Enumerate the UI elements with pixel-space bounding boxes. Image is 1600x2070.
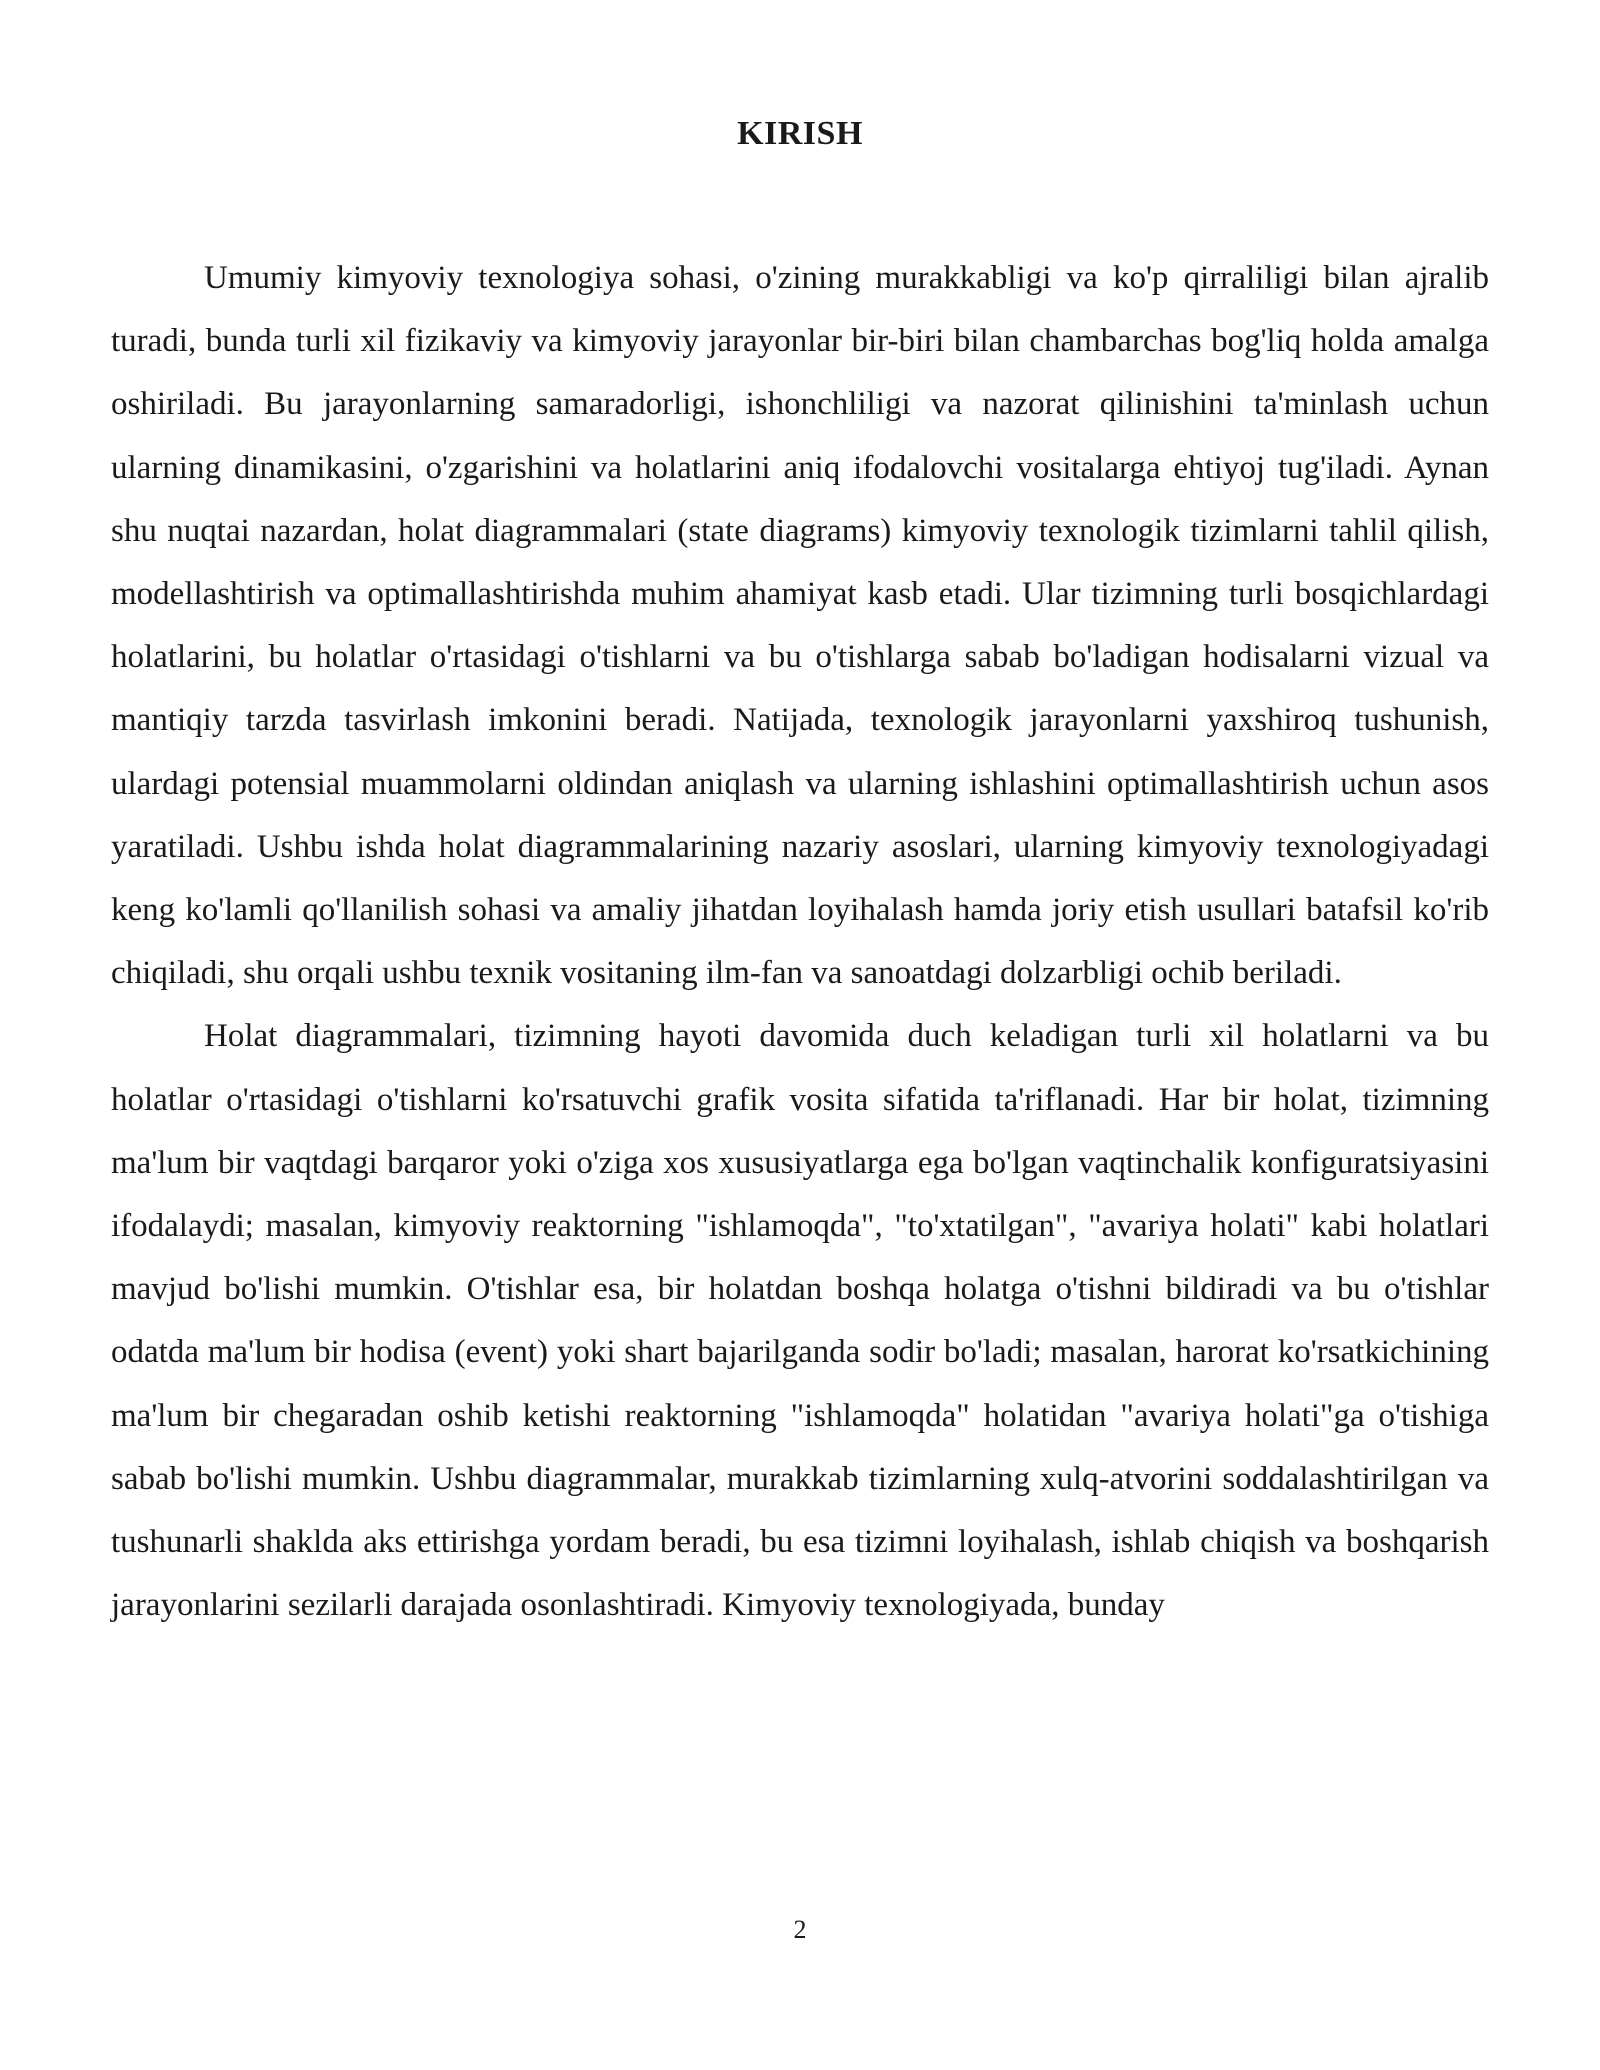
paragraph-state-diagrams: Holat diagrammalari, tizimning hayoti davomida duch keladigan turli xil holatlarni va bu holatlar o'rtasidagi o'tishlarni ko'rsatuvchi grafik vosita sifatida ta'riflanadi. Har bir holat, tizimning ma'lum bir vaqtdagi barqaror yoki o'ziga xos xususiyatlarga ega bo'lgan vaqtinchalik konfiguratsiyasini ifodalaydi; masalan, kimyoviy reaktorning "ishlamoqda", "to'xtatilgan", "avariya holati" kabi holatlari mavjud bo'lishi mumkin. O'tishlar esa, bir holatdan boshqa holatga o'tishni bildiradi va bu o'tishlar odatda ma'lum bir hodisa (event) yoki shart bajarilganda sodir bo'ladi; masalan, harorat ko'rsatkichining ma'lum bir chegaradan oshib ketishi reaktorning "ishlamoqda" holatidan "avariya holati"ga o'tishiga sabab bo'lishi mumkin. Ushbu diagrammalar, murakkab tizimlarning xulq-atvorini soddalashtirilgan va tushunarli shaklda aks ettirishga yordam beradi, bu esa tizimni loyihalash, ishlab chiqish va boshqarish jarayonlarini sezilarli darajada osonlashtiradi. Kimyoviy texnologiyada, bunday (111, 1018, 1489, 1624)
section-title: KIRISH (737, 115, 863, 152)
body-text (111, 247, 1489, 1637)
paragraph-intro: Umumiy kimyoviy texnologiya sohasi, o'zining murakkabligi va ko'p qirraliligi bilan ajralib turadi, bunda turli xil fizikaviy va kimyoviy jarayonlar bir-biri bilan chambarchas bog'liq holda amalga oshiriladi. Bu jarayonlarning samaradorligi, ishonchliligi va nazorat qilinishini ta'minlash uchun ularning dinamikasini, o'zgarishini va holatlarini aniq ifodalovchi vositalarga ehtiyoj tug'iladi. Aynan shu nuqtai nazardan, holat diagrammalari (state diagrams) kimyoviy texnologik tizimlarni tahlil qilish, modellashtirish va optimallashtirishda muhim ahamiyat kasb etadi. Ular tizimning turli bosqichlardagi holatlarini, bu holatlar o'rtasidagi o'tishlarni va bu o'tishlarga sabab bo'ladigan hodisalarni vizual va mantiqiy tarzda tasvirlash imkonini beradi. Natijada, texnologik jarayonlarni yaxshiroq tushunish, ulardagi potensial muammolarni oldindan aniqlash va ularning ishlashini optimallashtirish uchun asos yaratiladi. Ushbu ishda holat diagrammalarining nazariy asoslari, ularning kimyoviy texnologiyadagi keng ko'lamli qo'llanilish sohasi va amaliy jihatdan loyihalash hamda joriy etish usullari batafsil ko'rib chiqiladi, shu orqali ushbu texnik vositaning ilm-fan va sanoatdagi dolzarbligi ochib beriladi. (111, 260, 1489, 992)
page-number: 2 (793, 1915, 807, 1944)
